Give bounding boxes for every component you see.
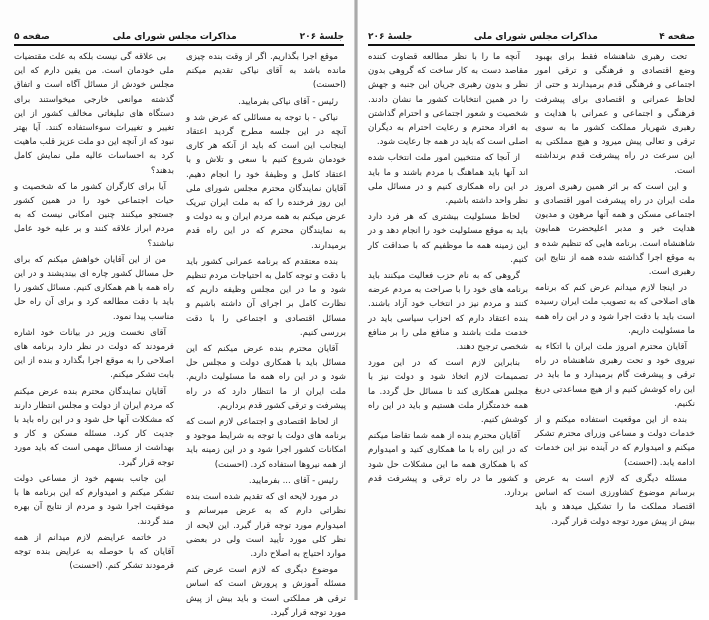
- paragraph: آیا برای کارگران کشور ما که شخصیت و حیات اجتماعی خود را در همین کشور جستجو میکنند چنین امکانی نیست که به مردم ابراز علاقه کنند و بر علیه خود عامل نباشند؟: [14, 181, 174, 249]
- paragraph: آقایان محترم امروز ملت ایران با اتکاء به نیروی خود و تحت رهبری شاهنشاه در راه ترقی و پیشرفت گام برمیدارد و ما باید در این راه کوشش کنیم و از هیچ مساعدتی دریغ نکنیم.: [535, 342, 695, 409]
- paragraph: در مورد لایحه ای که تقدیم شده است بنده نظراتی دارم که به عرض میرسانم و امیدوارم مورد توجه قرار گیرد. این لایحه از نظر کلی مورد تأیید است ولی در بعضی موارد احتیاج به اصلاح دارد.: [186, 492, 346, 559]
- paragraph: آنچه ما را با نظر مطالعه قضاوت کننده مقاصد دست به کار ساخت که گروهی بدون نظر و بدون رهبری جریان این جنبه و جهش را در همین انتخابات کشور ما نشان دادند. شخصیت و شعور اجتماعی و احترام گذاشتن به افراد محترم و رعایت احترام به دیگران اصلی است که باید در همه جا رعایت شود.: [368, 52, 528, 148]
- paragraph: لحاظ مسئولیت بیشتری که هر فرد دارد باید به موقع مسئولیت خود را انجام دهد و در این زمینه همه ما موظفیم که با صداقت کار کنیم.: [368, 212, 528, 265]
- page-number: صفحه ۵: [14, 32, 50, 42]
- page-header: [14, 28, 344, 46]
- page-number: صفحه ۴: [659, 32, 695, 42]
- paragraph: از آنجا که منتخبین امور ملت انتخاب شده اند آنها باید هماهنگ با مردم باشند و ما باید در این راه همکاری کنیم و در مسائل ملی نظر واحد داشته باشیم.: [368, 153, 528, 207]
- paragraph: تحت رهبری شاهنشاه فقط برای بهبود وضع اقتصادی و فرهنگی و ترقی امور اجتماعی و فرهنگی قدم برمیدارند و حتی از لحاظ عمرانی و اقتصادی برای پیشرفت فرهنگی و اجتماعی و عمرانی با هدایت و رهبری شهریار مملکت کشور ما به سوی ترقی و تعالی پیش میرود و هیچ مملکتی به این سرعت در راه پیشرفت قدم برنداشته است.: [535, 52, 695, 176]
- paragraph: از لحاظ اقتصادی و اجتماعی لازم است که برنامه های دولت با توجه به شرایط موجود و امکانات کشور اجرا شود و در این زمینه باید از همه نیروها استفاده کرد. (احسنت): [186, 417, 346, 470]
- paragraph: در خاتمه عرایضم لازم میدانم از همه آقایان که با حوصله به عرایض بنده توجه فرمودند تشکر کنم. (احسنت): [14, 532, 174, 572]
- paragraph: موقع اجرا بگذاریم. اگر از وقت بنده چیزی مانده باشد به آقای نیاکی تقدیم میکنم (احسنت): [186, 52, 346, 91]
- paragraph: آقایان نمایندگان محترم بنده عرض میکنم که مردم ایران از دولت و مجلس انتظار دارند که مشکلات آنها حل شود و در این راه باید با جدیت کار کرد. مسئله مسکن و کار و بهداشت از مسائل مهمی است که باید مورد توجه قرار گیرد.: [14, 386, 174, 468]
- running-title: مذاکرات مجلس شورای ملی: [473, 32, 598, 42]
- paragraph: من از این آقایان خواهش میکنم که برای حل مسائل کشور چاره ای بیندیشند و در این راه همه با هم همکاری کنیم. مسائل کشور را باید با دقت مطالعه کرد و برای آن راه حل مناسب پیدا نمود.: [14, 254, 174, 322]
- session-number: جلسهٔ ۲۰۶: [299, 32, 344, 42]
- running-title: مذاکرات مجلس شورای ملی: [112, 32, 237, 42]
- page-header: [368, 28, 695, 46]
- paragraph: بنابراین لازم است که در این مورد تصمیمات لازم اتخاذ شود و دولت نیز با مجلس همکاری کند تا مسائل حل گردد. ما همه خدمتگزار ملت هستیم و باید در این راه کوشش کنیم.: [368, 358, 528, 426]
- paragraph: بنده معتقدم که برنامه عمرانی کشور باید با دقت و توجه کامل به احتیاجات مردم تنظیم شود و ما در این مجلس وظیفه داریم که نظارت کامل بر اجرای آن داشته باشیم و مسائل اقتصادی و اجتماعی را با دقت بررسی کنیم.: [186, 256, 346, 338]
- text-column-right: [535, 50, 695, 590]
- paragraph: مسئله دیگری که لازم است به عرض برسانم موضوع کشاورزی است که اساس اقتصاد مملکت ما را تشکیل میدهد و باید بیش از پیش مورد توجه دولت قرار گیرد.: [535, 473, 695, 527]
- paragraph: بنده از این موقعیت استفاده میکنم و از خدمات دولت و مساعی وزرای محترم تشکر میکنم و امیدوارم که در آینده نیز این خدمات ادامه یابد. (احسنت): [535, 415, 695, 468]
- paragraph: این جانب بسهم خود از مساعی دولت تشکر میکنم و امیدوارم که این برنامه ها با موفقیت اجرا شود و مردم از نتایج آن بهره مند گردند.: [14, 473, 174, 527]
- text-column-left: [368, 50, 528, 590]
- left-page: [0, 0, 354, 618]
- paragraph: رئیس - آقای نیاکی بفرمایید.: [238, 96, 338, 107]
- paragraph: در اینجا لازم میدانم عرض کنم که برنامه های اصلاحی که به تصویب ملت ایران رسیده است باید با دقت اجرا شود و در این راه همه ما مسئولیت داریم.: [535, 283, 695, 336]
- paragraph: گروهی که به نام حزب فعالیت میکنند باید برنامه های خود را با صراحت به مردم عرضه کنند و مردم نیز در انتخاب خود آزاد باشند. بنده اعتقاد دارم که احزاب سیاسی باید در خدمت ملت باشند و منافع ملی را بر منافع شخصی ترجیح دهند.: [368, 271, 528, 353]
- paragraph: بی علاقه گی نیست بلکه به علت مقتضیات ملی خودمان است. من یقین دارم که این مجلس خودش از مسائل آگاه است و اتفاق گذشته موانعی خارجی میخواستند برای دستگاه های تبلیغاتی مخالف کشور از این تغییر و تغییرات سوءاستفاده کنند. آیا بهتر نبود که از آنچه این دو ملت عزیز قلب ماهیت کرد به احساسات عالیه ملی نمایش کامل بدهند؟: [14, 52, 174, 176]
- paragraph: موضوع دیگری که لازم است عرض کنم مسئله آموزش و پرورش است که اساس ترقی هر مملکتی است و باید بیش از پیش مورد توجه قرار گیرد.: [186, 565, 346, 618]
- paragraph: آقایان محترم بنده عرض میکنم که این مسائل باید با همکاری دولت و مجلس حل شود و در این راه همه ما مسئولیت داریم. ملت ایران از ما انتظار دارد که در راه پیشرفت و ترقی کشور قدم برداریم.: [186, 344, 346, 411]
- paragraph: رئیس - آقای ... بفرمایید.: [248, 475, 338, 486]
- paragraph: نیاکی - با توجه به مسائلی که عرض شد و آنچه در این جلسه مطرح گردید اعتقاد اینجانب این است که باید از آنکه هر کاری خودمان شروع کنیم با سعی و تلاش و با اعتقاد کامل و وظیفهٔ خود را انجام دهیم. آقایان نمایندگان محترم مجلس شورای ملی این روز فرخنده را که به ملت ایران تبریک عرض میکنم به همه مردم ایران و به دولت و به نمایندگان محترم که در این راه قدم برمیدارند.: [186, 112, 346, 251]
- session-number: جلسهٔ ۲۰۶: [368, 32, 413, 42]
- paragraph: آقای نخست وزیر در بیانات خود اشاره فرمودند که دولت در نظر دارد برنامه های اصلاحی را به موقع اجرا بگذارد و بنده از این بابت تشکر میکنم.: [14, 327, 174, 381]
- paragraph: آقایان محترم بنده از همه شما تقاضا میکنم که در این راه با ما همکاری کنید و امیدوارم که با همکاری همه ما این مشکلات حل شود و کشور ما در راه ترقی و پیشرفت قدم بردارد.: [368, 431, 528, 499]
- text-column-left: [14, 50, 174, 590]
- right-page: [358, 0, 709, 600]
- paragraph: و این است که بر اثر همین رهبری امروز ملت ایران در راه پیشرفت امور اقتصادی و اجتماعی مسکن و همه آنها مرهون و مدیون هدایت خیر و مدبر اعلیحضرت همایون شاهنشاه است. برنامه هایی که تنظیم شده و به موقع اجرا گذاشته شده همه از نتایج این رهبری است.: [535, 181, 695, 278]
- text-column-right: [186, 50, 346, 618]
